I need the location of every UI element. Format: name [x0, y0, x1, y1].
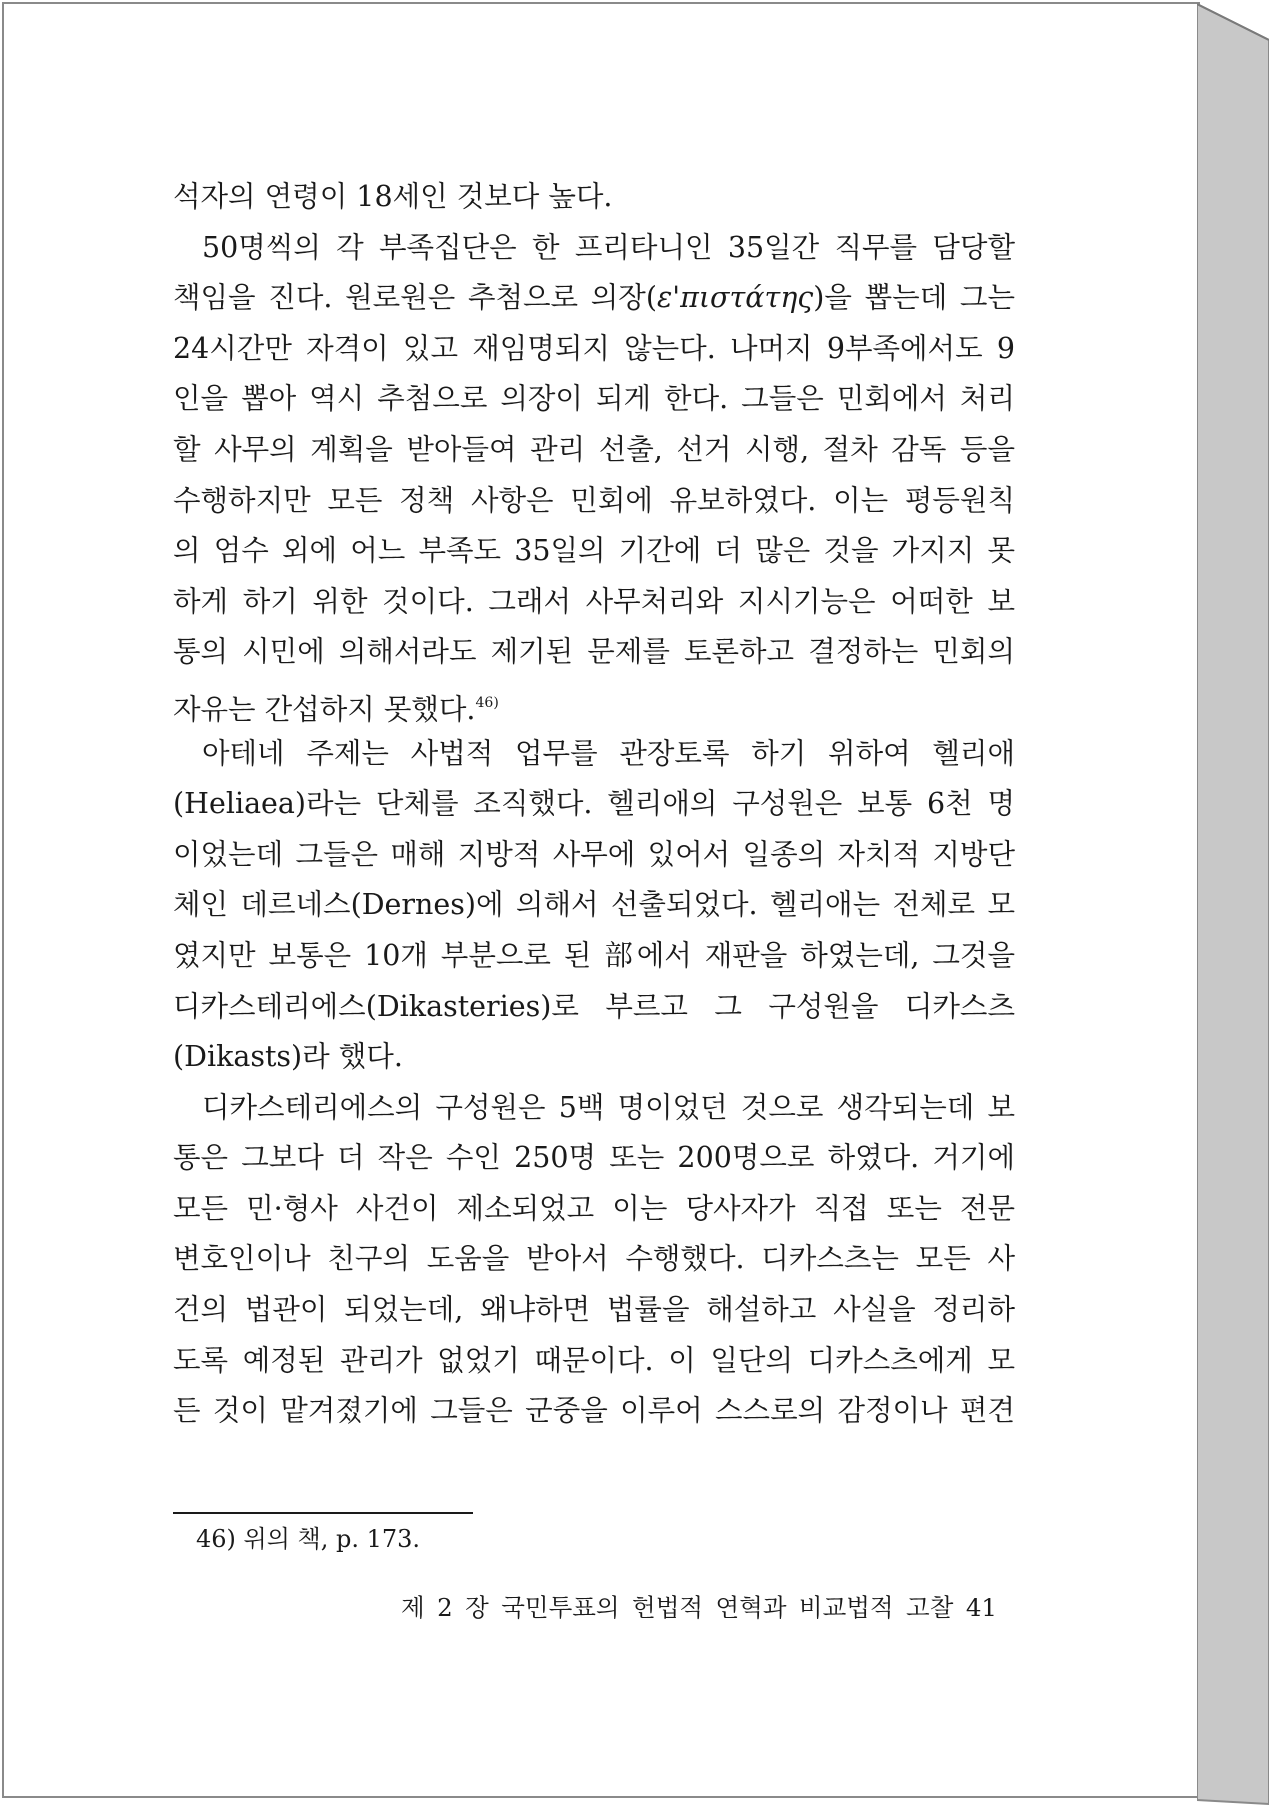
body-line: 디카스테리에스(Dikasteries)로 부르고 그 구성원을 디카스츠: [173, 989, 1015, 1023]
footnote-ref: 46): [475, 694, 499, 711]
body-line: (Heliaea)라는 단체를 조직했다. 헬리애의 구성원은 보통 6천 명: [173, 787, 1015, 821]
body-line: 수행하지만 모든 정책 사항은 민회에 유보하였다. 이는 평등원칙: [173, 483, 1015, 517]
book-page-edge: [1197, 0, 1269, 1806]
body-line-text: 책임을 진다. 원로원은 추첨으로 의장(: [173, 281, 657, 315]
body-line: 든 것이 맡겨졌기에 그들은 군중을 이루어 스스로의 감정이나 편견: [173, 1394, 1015, 1428]
body-line: 할 사무의 계획을 받아들여 관리 선출, 선거 시행, 절차 감독 등을: [173, 432, 1015, 466]
footnote-divider: [173, 1512, 473, 1514]
body-line: 24시간만 자격이 있고 재임명되지 않는다. 나머지 9부족에서도 9: [173, 331, 1015, 365]
body-line: 의 엄수 외에 어느 부족도 35일의 기간에 더 많은 것을 가지지 못: [173, 534, 1015, 568]
body-line: 건의 법관이 되었는데, 왜냐하면 법률을 해설하고 사실을 정리하: [173, 1293, 1015, 1327]
body-text: [173, 172, 1015, 1437]
body-line: 디카스테리에스의 구성원은 5백 명이었던 것으로 생각되는데 보: [202, 1090, 1015, 1124]
body-line: [173, 678, 1015, 729]
footnote: 46) 위의 책, p. 173.: [196, 1525, 421, 1553]
body-line: 였지만 보통은 10개 부분으로 된 部에서 재판을 하였는데, 그것을: [173, 938, 1015, 972]
body-line: 통의 시민에 의해서라도 제기된 문제를 토론하고 결정하는 민회의: [173, 635, 1015, 669]
body-line: 모든 민·형사 사건이 제소되었고 이는 당사자가 직접 또는 전문: [173, 1191, 1015, 1225]
body-line: 통은 그보다 더 작은 수인 250명 또는 200명으로 하였다. 거기에: [173, 1141, 1015, 1175]
body-line: 이었는데 그들은 매해 지방적 사무에 있어서 일종의 자치적 지방단: [173, 837, 1015, 871]
greek-term: ε'πιστάτης: [656, 281, 814, 315]
body-line-text: 자유는 간섭하지 못했다.: [173, 692, 476, 726]
chapter-title: 국민투표의 헌법적 연혁과 비교법적 고찰: [501, 1593, 954, 1622]
page-number: 41: [965, 1593, 998, 1622]
body-line: 인을 뽑아 역시 추첨으로 의장이 되게 한다. 그들은 민회에서 처리: [173, 382, 1015, 416]
body-line: 하게 하기 위한 것이다. 그래서 사무처리와 지시기능은 어떠한 보: [173, 584, 1015, 618]
body-line: 도록 예정된 관리가 없었기 때문이다. 이 일단의 디카스츠에게 모: [173, 1343, 1015, 1377]
chapter-label: 제 2 장: [401, 1593, 489, 1622]
body-line-text: )을 뽑는데 그는: [813, 281, 1015, 315]
body-line: [173, 273, 1015, 324]
running-footer: [401, 1590, 997, 1626]
body-line: 50명씩의 각 부족집단은 한 프리타니인 35일간 직무를 담당할: [202, 230, 1015, 264]
body-line: 석자의 연령이 18세인 것보다 높다.: [173, 180, 613, 213]
body-line: 체인 데르네스(Dernes)에 의해서 선출되었다. 헬리애는 전체로 모: [173, 888, 1015, 922]
body-line: (Dikasts)라 했다.: [173, 1040, 403, 1074]
body-line: 아테네 주제는 사법적 업무를 관장토록 하기 위하여 헬리애: [202, 736, 1015, 770]
body-line: 변호인이나 친구의 도움을 받아서 수행했다. 디카스츠는 모든 사: [173, 1242, 1015, 1276]
